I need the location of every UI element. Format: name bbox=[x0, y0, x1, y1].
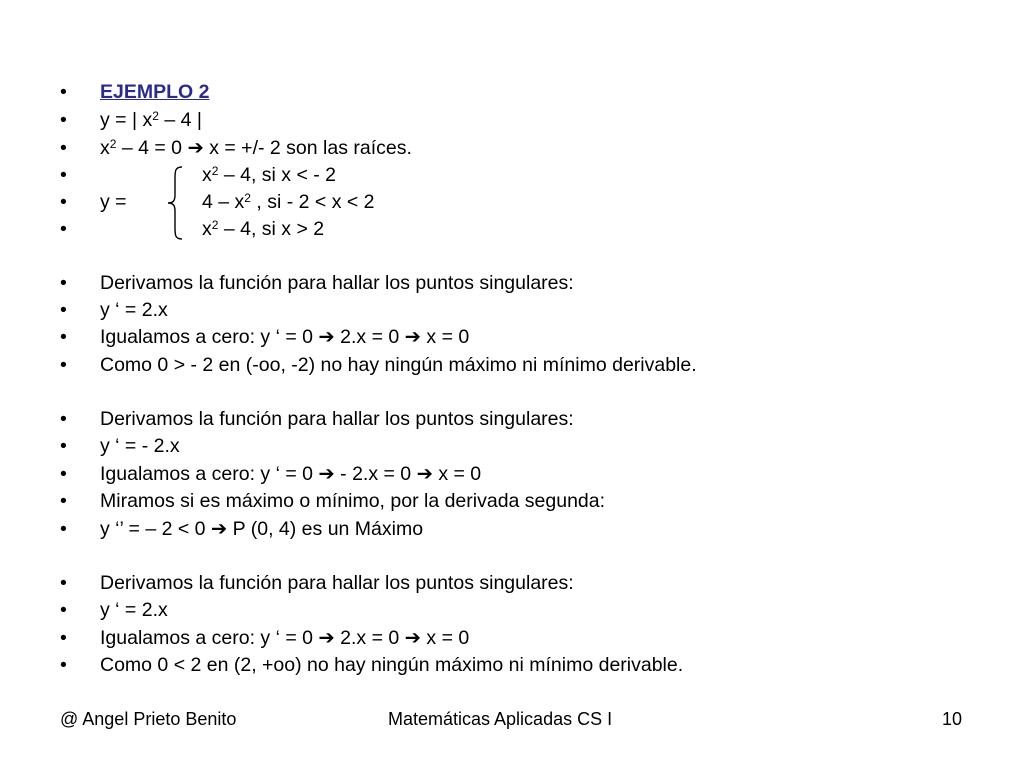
block1-text-2: y ‘ = 2.x bbox=[100, 299, 168, 321]
exponent: 2 bbox=[109, 137, 117, 151]
block1-text-1: Derivamos la función para hallar los puntos singulares: bbox=[100, 272, 574, 294]
block1-text-4: Como 0 > - 2 en (-oo, -2) no hay ningún máximo ni mínimo derivable. bbox=[100, 354, 697, 376]
text-part: – 4 | bbox=[158, 109, 202, 131]
piecewise-case-3 bbox=[202, 215, 324, 243]
block2-text-5: y ‘’ = – 2 < 0 ➔ P (0, 4) es un Máximo bbox=[100, 518, 424, 540]
roots-text bbox=[100, 134, 412, 162]
bullet: • bbox=[60, 490, 67, 512]
text-part: – 4, si x > 2 bbox=[218, 218, 325, 240]
piecewise-case-1 bbox=[202, 161, 336, 189]
bullet: • bbox=[60, 627, 67, 649]
bullet: • bbox=[60, 299, 67, 321]
bullet: • bbox=[60, 354, 67, 376]
bullet: • bbox=[60, 599, 67, 621]
piecewise-lhs: y = bbox=[100, 191, 127, 213]
block2-text-1: Derivamos la función para hallar los puntos singulares: bbox=[100, 408, 574, 430]
footer-page-number: 10 bbox=[942, 709, 963, 729]
piecewise-case-2 bbox=[202, 188, 375, 216]
text-part: 4 – x bbox=[202, 191, 245, 213]
text-part: , si - 2 < x < 2 bbox=[250, 191, 375, 213]
block2-text-2: y ‘ = - 2.x bbox=[100, 435, 180, 457]
block3-text-4: Como 0 < 2 en (2, +oo) no hay ningún máximo ni mínimo derivable. bbox=[100, 654, 684, 676]
bullet: • bbox=[60, 572, 67, 594]
block2-text-4: Miramos si es máximo o mínimo, por la derivada segunda: bbox=[100, 490, 606, 512]
text-part: – 4 = 0 ➔ x = +/- 2 son las raíces. bbox=[116, 137, 412, 159]
text-part: x bbox=[202, 218, 212, 240]
footer-course: Matemáticas Aplicadas CS I bbox=[388, 709, 613, 729]
bullet: • bbox=[60, 137, 67, 159]
text-part: – 4, si x < - 2 bbox=[218, 164, 337, 186]
bullet: • bbox=[60, 518, 67, 540]
bullet: • bbox=[60, 654, 67, 676]
slide-title[interactable]: EJEMPLO 2 bbox=[100, 81, 210, 103]
bullet: • bbox=[60, 81, 67, 103]
bullet: • bbox=[60, 109, 67, 131]
block3-text-1: Derivamos la función para hallar los puntos singulares: bbox=[100, 572, 574, 594]
bullet: • bbox=[60, 463, 67, 485]
bullet: • bbox=[60, 435, 67, 457]
bullet: • bbox=[60, 191, 67, 213]
bullet: • bbox=[60, 218, 67, 240]
text-part: x bbox=[100, 137, 110, 159]
bullet: • bbox=[60, 272, 67, 294]
text-part: y = | x bbox=[100, 109, 153, 131]
function-text bbox=[100, 106, 202, 134]
bullet: • bbox=[60, 326, 67, 348]
exponent: 2 bbox=[211, 218, 219, 232]
exponent: 2 bbox=[211, 164, 219, 178]
footer-author: @ Angel Prieto Benito bbox=[60, 709, 237, 729]
block3-text-3: Igualamos a cero: y ‘ = 0 ➔ 2.x = 0 ➔ x = 0 bbox=[100, 627, 470, 649]
bullet: • bbox=[60, 408, 67, 430]
exponent: 2 bbox=[152, 109, 159, 123]
exponent: 2 bbox=[244, 191, 251, 205]
curly-brace-icon bbox=[164, 165, 186, 241]
block2-text-3: Igualamos a cero: y ‘ = 0 ➔ - 2.x = 0 ➔ x = 0 bbox=[100, 463, 482, 485]
block3-text-2: y ‘ = 2.x bbox=[100, 599, 168, 621]
block1-text-3: Igualamos a cero: y ‘ = 0 ➔ 2.x = 0 ➔ x = 0 bbox=[100, 326, 470, 348]
bullet: • bbox=[60, 164, 67, 186]
text-part: x bbox=[202, 164, 212, 186]
